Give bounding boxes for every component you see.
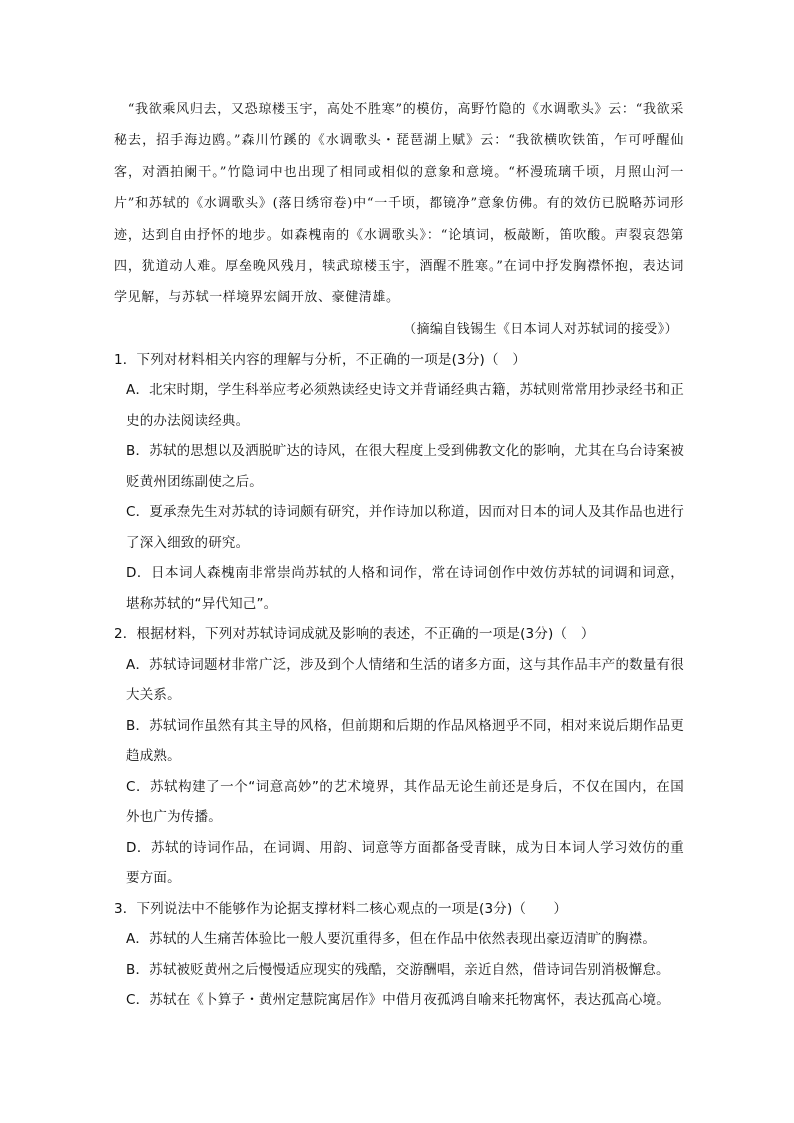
document-body — [114, 94, 684, 1016]
option-b: B．苏轼词作虽然有其主导的风格，但前期和后期的作品风格迥乎不同，相对来说后期作品更趋成熟。 — [126, 717, 684, 765]
question-stem: 2．根据材料，下列对苏轼诗词成就及影响的表述，不正确的一项是(3分)（ ） — [114, 626, 595, 643]
option-d: D．苏轼的诗词作品，在词调、用韵、词意等方面都备受青睐，成为日本词人学习效仿的重要方面。 — [126, 839, 684, 887]
passage-paragraph: “我欲乘风归去，又恐琼楼玉宇，高处不胜寒”的模仿，高野竹隐的《水调歌头》云：“我欲采秘去，招手海边鸥。”森川竹蹊的《水调歌头・琵琶湖上赋》云：“我欲横吹铁笛，乍可呼醒仙客，对酒拍阑干。”竹隐词中也出现了相同或相似的意象和意境。“杯漫琉璃千顷，月照山河一片”和苏轼的《水调歌头》(落日绣帘卷)中“一千顷，都镜净”意象仿佛。有的效仿已脱略苏词形迹，达到自由抒怀的地步。如森槐南的《水调歌头》：“论填词，板敲断，笛吹酸。声裂哀怨第四，犹道动人难。厚垒晚风残月，犊武琼楼玉宇，酒醒不胜寒。”在词中抒发胸襟怀抱，表达词学见解，与苏轼一样境界宏阔开放、豪健清雄。 — [114, 102, 684, 306]
option-c: C．苏轼构建了一个“词意高妙”的艺术境界，其作品无论生前还是身后，不仅在国内，在国外也广为传播。 — [126, 778, 684, 826]
question-stem: 3．下列说法中不能够作为论据支撑材料二核心观点的一项是(3分)（ ） — [114, 900, 568, 917]
question-stem: 1．下列对材料相关内容的理解与分析，不正确的一项是(3分)（ ） — [114, 351, 527, 368]
option-c: C．苏轼在《卜算子・黄州定慧院寓居作》中借月夜孤鸿自喻来托物寓怀，表达孤高心境。 — [126, 992, 670, 1009]
option-a: A．苏轼的人生痛苦体验比一般人要沉重得多，但在作品中依然表现出豪迈清旷的胸襟。 — [126, 931, 657, 948]
option-b: B．苏轼被贬黄州之后慢慢适应现实的残酷，交游酬唱，亲近自然，借诗词告别消极懈怠。 — [126, 961, 670, 978]
question-2 — [114, 619, 684, 894]
option-a: A．苏轼诗词题材非常广泛，涉及到个人情绪和生活的诸多方面，这与其作品丰产的数量有很大关系。 — [126, 656, 684, 704]
source-citation: （摘编自钱锡生《日本词人对苏轼词的接受》） — [403, 321, 678, 337]
option-a: A．北宋时期，学生科举应考必须熟读经史诗文并背诵经典古籍，苏轼则常常用抄录经书和正史的办法阅读经典。 — [126, 382, 684, 429]
option-b: B．苏轼的思想以及洒脱旷达的诗风，在很大程度上受到佛教文化的影响，尤其在乌台诗案被贬黄州团练副使之后。 — [126, 443, 684, 490]
option-c: C．夏承焘先生对苏轼的诗词颇有研究，并作诗加以称道，因而对日本的词人及其作品也进行了深入细致的研究。 — [126, 504, 684, 551]
question-1 — [114, 345, 684, 620]
question-3 — [114, 894, 684, 1016]
option-d: D．日本词人森槐南非常崇尚苏轼的人格和词作，常在诗词创作中效仿苏轼的词调和词意，堪称苏轼的“异代知己”。 — [126, 565, 684, 612]
